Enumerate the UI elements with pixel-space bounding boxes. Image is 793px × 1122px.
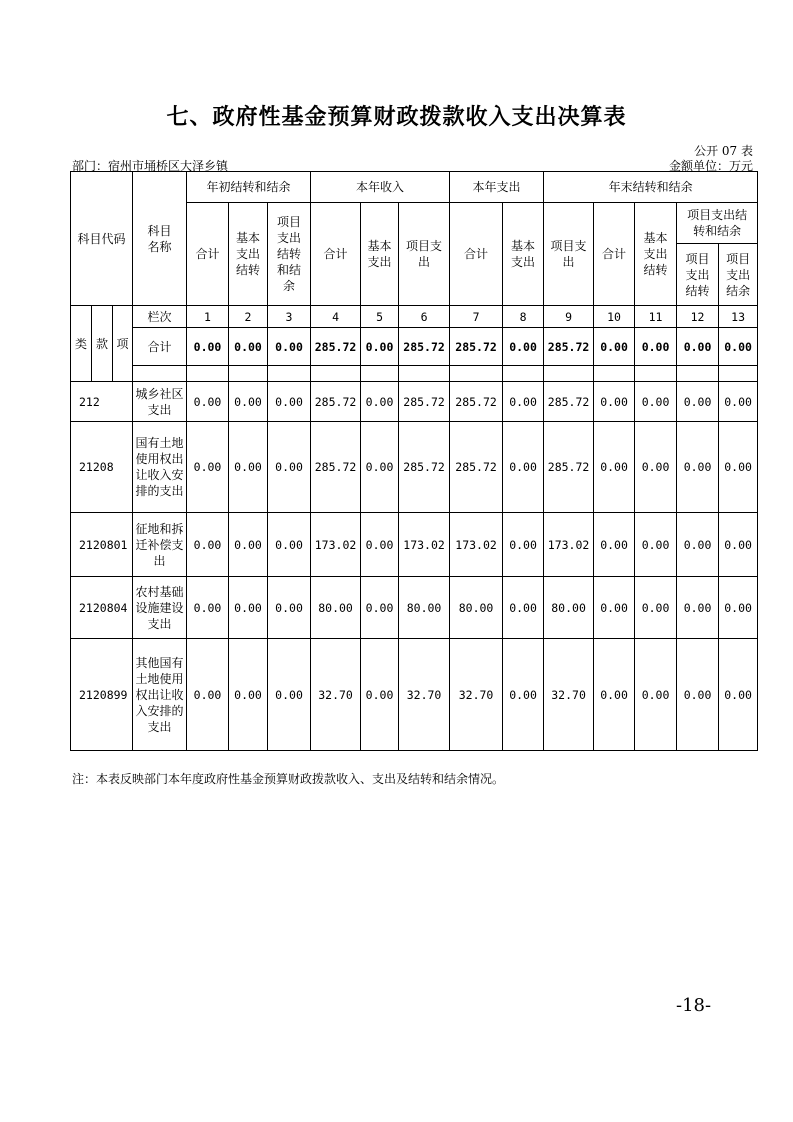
table-row	[71, 382, 758, 422]
value-cell: 285.72	[399, 422, 450, 513]
value-cell: 0.00	[268, 639, 311, 751]
value-cell: 0.00	[677, 577, 719, 639]
header-income-project: 项目支出	[399, 203, 450, 306]
col-number: 10	[594, 306, 635, 328]
total-cell: 285.72	[399, 328, 450, 366]
header-subject-name-text: 科目名称	[147, 223, 172, 254]
header-opening: 年初结转和结余	[187, 172, 311, 203]
value-cell: 0.00	[719, 382, 758, 422]
value-cell: 0.00	[229, 382, 268, 422]
value-cell: 0.00	[361, 513, 399, 577]
value-cell: 32.70	[399, 639, 450, 751]
value-cell: 0.00	[503, 577, 544, 639]
col-number: 9	[544, 306, 594, 328]
value-cell: 285.72	[311, 422, 361, 513]
subject-name: 城乡社区支出	[133, 382, 187, 422]
header-closing-project-carry: 项目支出结转	[677, 244, 719, 306]
header-kuan: 款	[92, 306, 113, 382]
value-cell: 285.72	[544, 422, 594, 513]
value-cell: 0.00	[229, 577, 268, 639]
total-cell: 285.72	[450, 328, 503, 366]
value-cell: 173.02	[544, 513, 594, 577]
col-number: 3	[268, 306, 311, 328]
value-cell: 0.00	[677, 422, 719, 513]
value-cell: 0.00	[594, 382, 635, 422]
total-cell: 0.00	[187, 328, 229, 366]
table-row	[71, 422, 758, 513]
header-opening-basic-carry: 基本支出结转	[229, 203, 268, 306]
value-cell: 0.00	[719, 513, 758, 577]
header-closing-basic-carry: 基本支出结转	[635, 203, 677, 306]
header-lei: 类	[71, 306, 92, 382]
total-cell: 0.00	[229, 328, 268, 366]
value-cell: 32.70	[544, 639, 594, 751]
value-cell: 0.00	[229, 513, 268, 577]
value-cell: 0.00	[361, 382, 399, 422]
value-cell: 173.02	[399, 513, 450, 577]
budget-table	[70, 171, 758, 751]
value-cell: 0.00	[635, 382, 677, 422]
amount-unit-label: 金额单位：万元	[668, 159, 753, 173]
value-cell: 285.72	[450, 382, 503, 422]
header-closing-project-expense: 项目支出	[544, 203, 594, 306]
header-subject-name	[133, 172, 187, 306]
value-cell: 0.00	[635, 422, 677, 513]
table-row	[71, 577, 758, 639]
header-expense-total: 合计	[450, 203, 503, 306]
total-cell: 285.72	[311, 328, 361, 366]
department-label: 部门：宿州市埇桥区大泽乡镇	[72, 159, 229, 173]
col-number: 13	[719, 306, 758, 328]
value-cell: 0.00	[635, 513, 677, 577]
value-cell: 0.00	[187, 422, 229, 513]
total-cell: 0.00	[503, 328, 544, 366]
subject-name: 农村基础设施建设支出	[133, 577, 187, 639]
value-cell: 0.00	[594, 577, 635, 639]
table-row	[71, 639, 758, 751]
col-number: 5	[361, 306, 399, 328]
value-cell: 0.00	[187, 639, 229, 751]
value-cell: 0.00	[594, 639, 635, 751]
value-cell: 0.00	[361, 639, 399, 751]
value-cell: 0.00	[187, 513, 229, 577]
value-cell: 80.00	[544, 577, 594, 639]
header-closing-project-balance: 项目支出结余	[719, 244, 758, 306]
value-cell: 0.00	[503, 422, 544, 513]
total-cell: 0.00	[268, 328, 311, 366]
value-cell: 173.02	[450, 513, 503, 577]
header-closing: 年末结转和结余	[544, 172, 758, 203]
value-cell: 0.00	[677, 513, 719, 577]
col-number: 12	[677, 306, 719, 328]
col-number: 7	[450, 306, 503, 328]
value-cell: 0.00	[268, 513, 311, 577]
total-cell: 0.00	[677, 328, 719, 366]
subject-name: 征地和拆迁补偿支出	[133, 513, 187, 577]
value-cell: 0.00	[719, 639, 758, 751]
total-cell: 285.72	[544, 328, 594, 366]
header-xiang: 项	[113, 306, 133, 382]
page-title: 七、政府性基金预算财政拨款收入支出决算表	[166, 104, 627, 130]
subject-name: 国有土地使用权出让收入安排的支出	[133, 422, 187, 513]
value-cell: 80.00	[311, 577, 361, 639]
header-subject-code: 科目代码	[71, 172, 133, 306]
table-row	[71, 513, 758, 577]
subject-code: 2120801	[71, 513, 133, 577]
value-cell: 0.00	[719, 577, 758, 639]
col-number: 8	[503, 306, 544, 328]
total-cell: 0.00	[635, 328, 677, 366]
header-expense: 本年支出	[450, 172, 544, 203]
header-closing-total: 合计	[594, 203, 635, 306]
header-income-total: 合计	[311, 203, 361, 306]
col-number: 1	[187, 306, 229, 328]
value-cell: 0.00	[187, 382, 229, 422]
page-number: -18-	[676, 995, 712, 1016]
value-cell: 0.00	[503, 639, 544, 751]
header-income: 本年收入	[311, 172, 450, 203]
subject-code: 212	[71, 382, 133, 422]
value-cell: 80.00	[450, 577, 503, 639]
value-cell: 0.00	[268, 422, 311, 513]
value-cell: 0.00	[187, 577, 229, 639]
value-cell: 0.00	[229, 422, 268, 513]
value-cell: 0.00	[635, 639, 677, 751]
value-cell: 285.72	[544, 382, 594, 422]
col-number: 6	[399, 306, 450, 328]
value-cell: 0.00	[635, 577, 677, 639]
table-number: 公开 07 表	[694, 144, 753, 158]
value-cell: 0.00	[361, 577, 399, 639]
value-cell: 0.00	[361, 422, 399, 513]
value-cell: 0.00	[268, 577, 311, 639]
table-note: 注：本表反映部门本年度政府性基金预算财政拨款收入、支出及结转和结余情况。	[72, 772, 505, 786]
value-cell: 0.00	[677, 382, 719, 422]
total-cell: 0.00	[361, 328, 399, 366]
value-cell: 285.72	[311, 382, 361, 422]
value-cell: 32.70	[311, 639, 361, 751]
col-number: 11	[635, 306, 677, 328]
subject-code: 2120804	[71, 577, 133, 639]
subject-code: 21208	[71, 422, 133, 513]
value-cell: 80.00	[399, 577, 450, 639]
value-cell: 0.00	[268, 382, 311, 422]
value-cell: 0.00	[503, 382, 544, 422]
header-expense-basic: 基本支出	[503, 203, 544, 306]
value-cell: 0.00	[594, 422, 635, 513]
col-number: 4	[311, 306, 361, 328]
header-opening-total: 合计	[187, 203, 229, 306]
header-opening-project-carry-balance: 项目支出结转和结余	[268, 203, 311, 306]
value-cell: 0.00	[594, 513, 635, 577]
col-number: 2	[229, 306, 268, 328]
subject-name: 其他国有土地使用权出让收入安排的支出	[133, 639, 187, 751]
value-cell: 0.00	[719, 422, 758, 513]
total-cell: 0.00	[719, 328, 758, 366]
header-income-basic: 基本支出	[361, 203, 399, 306]
value-cell: 0.00	[503, 513, 544, 577]
value-cell: 173.02	[311, 513, 361, 577]
value-cell: 285.72	[399, 382, 450, 422]
value-cell: 0.00	[229, 639, 268, 751]
row-label-lanci: 栏次	[133, 306, 187, 328]
total-row-label: 合计	[133, 328, 187, 366]
subject-code: 2120899	[71, 639, 133, 751]
header-closing-project-group: 项目支出结转和结余	[677, 203, 758, 244]
value-cell: 0.00	[677, 639, 719, 751]
value-cell: 32.70	[450, 639, 503, 751]
total-cell: 0.00	[594, 328, 635, 366]
value-cell: 285.72	[450, 422, 503, 513]
